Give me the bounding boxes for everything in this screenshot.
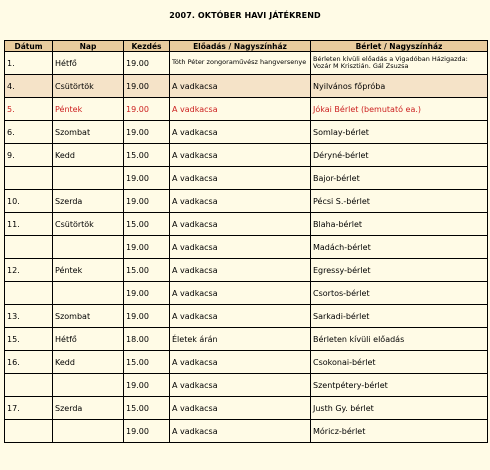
cell-berlet: Bérleten kívüli előadás a Vigadóban Házigazda: Vozár M Krisztián. Gál Zsuzsa [311,52,488,75]
cell-kezdes: 15.00 [124,351,170,374]
cell-eloadas: Életek árán [170,328,311,351]
cell-eloadas: A vadkacsa [170,144,311,167]
cell-datum: 10. [5,190,53,213]
cell-datum [5,282,53,305]
cell-nap: Kedd [53,351,124,374]
table-row [5,374,488,397]
cell-berlet: Móricz-bérlet [311,420,488,443]
table-row [5,75,488,98]
table-row [5,190,488,213]
table-row [5,305,488,328]
table-row [5,121,488,144]
cell-datum [5,420,53,443]
table-row [5,98,488,121]
cell-eloadas: A vadkacsa [170,98,311,121]
cell-nap [53,236,124,259]
cell-datum: 15. [5,328,53,351]
table-row [5,236,488,259]
cell-nap: Hétfő [53,52,124,75]
cell-berlet: Csokonai-bérlet [311,351,488,374]
cell-kezdes: 19.00 [124,52,170,75]
cell-nap [53,420,124,443]
cell-nap: Szerda [53,397,124,420]
cell-datum: 9. [5,144,53,167]
cell-kezdes: 19.00 [124,374,170,397]
cell-eloadas: A vadkacsa [170,282,311,305]
cell-eloadas: A vadkacsa [170,121,311,144]
cell-datum: 17. [5,397,53,420]
table-row [5,167,488,190]
cell-eloadas: A vadkacsa [170,397,311,420]
cell-berlet: Szentpétery-bérlet [311,374,488,397]
cell-datum: 16. [5,351,53,374]
header-eloadas: Előadás / Nagyszínház [170,41,311,52]
cell-kezdes: 18.00 [124,328,170,351]
table-header-row [5,41,488,52]
cell-berlet: Egressy-bérlet [311,259,488,282]
cell-nap: Hétfő [53,328,124,351]
cell-datum: 1. [5,52,53,75]
cell-kezdes: 19.00 [124,236,170,259]
cell-kezdes: 19.00 [124,98,170,121]
table-row [5,259,488,282]
cell-kezdes: 19.00 [124,75,170,98]
header-berlet: Bérlet / Nagyszínház [311,41,488,52]
cell-nap: Kedd [53,144,124,167]
cell-datum: 12. [5,259,53,282]
cell-berlet: Justh Gy. bérlet [311,397,488,420]
cell-eloadas: A vadkacsa [170,305,311,328]
cell-kezdes: 15.00 [124,213,170,236]
table-row [5,420,488,443]
cell-berlet: Blaha-bérlet [311,213,488,236]
cell-eloadas: A vadkacsa [170,75,311,98]
cell-berlet: Sarkadi-bérlet [311,305,488,328]
cell-berlet: Somlay-bérlet [311,121,488,144]
schedule-table [4,40,488,443]
cell-eloadas: A vadkacsa [170,420,311,443]
cell-kezdes: 15.00 [124,144,170,167]
header-nap: Nap [53,41,124,52]
cell-datum: 13. [5,305,53,328]
header-kezdes: Kezdés [124,41,170,52]
cell-kezdes: 15.00 [124,397,170,420]
cell-eloadas: A vadkacsa [170,167,311,190]
cell-nap: Szombat [53,121,124,144]
cell-eloadas: Tóth Péter zongoraművész hangversenye [170,52,311,75]
cell-berlet: Jókai Bérlet (bemutató ea.) [311,98,488,121]
table-row [5,282,488,305]
cell-berlet: Csortos-bérlet [311,282,488,305]
page-title: 2007. OKTÓBER HAVI JÁTÉKREND [169,11,321,20]
cell-berlet: Déryné-bérlet [311,144,488,167]
cell-eloadas: A vadkacsa [170,190,311,213]
cell-nap: Csütörtök [53,75,124,98]
cell-eloadas: A vadkacsa [170,236,311,259]
cell-datum: 6. [5,121,53,144]
cell-nap: Szerda [53,190,124,213]
cell-eloadas: A vadkacsa [170,259,311,282]
table-row [5,351,488,374]
cell-berlet: Nyilvános főpróba [311,75,488,98]
cell-nap [53,167,124,190]
cell-kezdes: 19.00 [124,167,170,190]
cell-kezdes: 19.00 [124,121,170,144]
table-row [5,213,488,236]
cell-berlet: Bajor-bérlet [311,167,488,190]
table-row [5,52,488,75]
cell-nap: Csütörtök [53,213,124,236]
table-row [5,397,488,420]
cell-berlet: Madách-bérlet [311,236,488,259]
cell-nap [53,374,124,397]
cell-kezdes: 19.00 [124,305,170,328]
cell-nap: Péntek [53,98,124,121]
cell-kezdes: 19.00 [124,420,170,443]
table-row [5,144,488,167]
cell-datum [5,167,53,190]
cell-berlet: Pécsi S.-bérlet [311,190,488,213]
cell-nap [53,282,124,305]
header-datum: Dátum [5,41,53,52]
cell-datum: 4. [5,75,53,98]
cell-berlet: Bérleten kívüli előadás [311,328,488,351]
cell-kezdes: 19.00 [124,282,170,305]
cell-eloadas: A vadkacsa [170,213,311,236]
cell-nap: Szombat [53,305,124,328]
cell-kezdes: 15.00 [124,259,170,282]
cell-datum: 11. [5,213,53,236]
cell-datum [5,374,53,397]
cell-datum [5,236,53,259]
table-row [5,328,488,351]
cell-eloadas: A vadkacsa [170,374,311,397]
cell-kezdes: 19.00 [124,190,170,213]
cell-eloadas: A vadkacsa [170,351,311,374]
cell-nap: Péntek [53,259,124,282]
cell-datum: 5. [5,98,53,121]
